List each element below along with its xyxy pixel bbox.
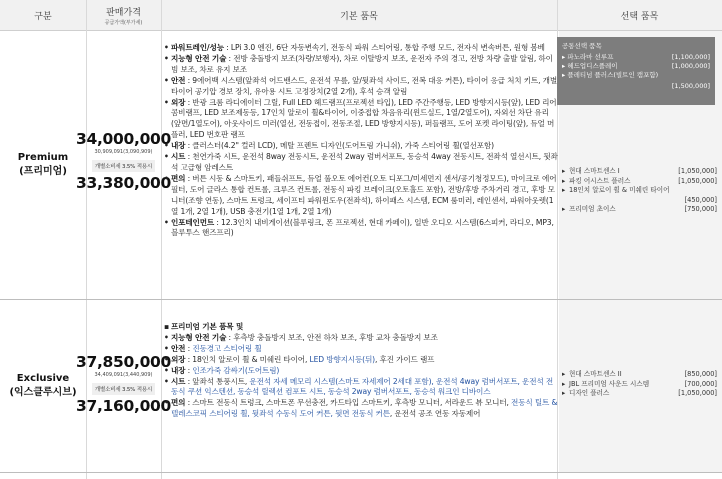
- exclusive-name-en: Exclusive: [16, 373, 70, 384]
- option-item: ▸ JBL 프리미엄 사운드 시스템 [700,000]: [562, 380, 717, 390]
- exclusive-price-breakdown: 34,409,091(3,440,909): [94, 372, 153, 378]
- package-item: ▸ 플레티넘 플러스(빌트인 캠포함): [562, 71, 659, 79]
- exclusive-discounted-price: 37,160,000: [75, 397, 172, 415]
- package-item: ▸ 파노라마 선루프 [1,100,000]: [562, 53, 710, 61]
- exclusive-discount-badge: 개별소비세 3.5% 적용시: [92, 383, 155, 395]
- exclusive-price-block: [75, 353, 172, 415]
- exclusive-trim-name: [0, 300, 86, 472]
- option-item: ▸ 파킹 어시스트 플러스 [1,050,000]: [562, 177, 717, 187]
- header-grade: 구분: [34, 12, 52, 22]
- premium-name-ko: (프리미엄): [19, 166, 67, 177]
- header-options: 선택 품목: [620, 12, 659, 22]
- premium-option-list: [562, 167, 717, 215]
- header-price-sub: 공급가액(부가세): [104, 20, 143, 26]
- premium-price: 34,000,000: [75, 130, 172, 148]
- row-divider: [0, 472, 722, 473]
- common-option-package: [557, 37, 715, 105]
- header-features: 기본 품목: [340, 12, 378, 22]
- exclusive-price: 37,850,000: [75, 353, 172, 371]
- feature-heading: ▪ 프리미엄 기본 품목 및: [163, 322, 558, 333]
- option-item: ▸ 프리미엄 초이스 [750,000]: [562, 205, 717, 215]
- feature-item: • 안전 : 진동경고 스티어링 휠: [163, 344, 558, 355]
- premium-feature-list: [163, 43, 558, 239]
- feature-item: • 인포테인먼트 : 12.3인치 내비게이션(블루링크, 폰 프로젝션, 현대 카페이), 일반 오디오 시스템(6스피커, 라디오, MP3, 블루투스 핸즈프리): [163, 218, 558, 240]
- premium-discounted-price: 33,380,000: [75, 174, 172, 192]
- header-price: [86, 0, 161, 31]
- premium-name-en: Premium: [17, 152, 69, 163]
- exclusive-name-ko: (익스클루시브): [9, 387, 77, 398]
- feature-item: • 파워트레인/성능 : LPi 3.0 엔진, 6단 자동변속기, 전동식 파워 스티어링, 통합 주행 모드, 전자식 변속버튼, 원형 봄베: [163, 43, 558, 54]
- feature-item: • 편의 : 버튼 시동 & 스마트키, 패들쉬프트, 듀얼 풀오토 에어컨(오토 디포그/미세먼지 센서/공기청정모드), 마이크로 에어 필터, 도어 글라스 통합 컨트롤, 크루즈 컨트롤, 전동식 파킹 브레이크(오토홀드 포함), 전방/후방 주차거리 경고, 후방 모니터(조향 연동), 스마트 트렁크, 세이프티 파워윈도우(전좌석), 하이패스 시스템, ECM 룸미러, 레인센서, 파워아웃렛(1열 1개, 2열 1개), USB 충전기(1열 1개, 2열 1개): [163, 174, 558, 218]
- feature-item: • 내장 : 인조가죽 감싸기(도어트림): [163, 366, 558, 377]
- option-item: ▸ 현대 스마트센스 I [1,050,000]: [562, 167, 717, 177]
- option-item: ▸ 디자인 플러스 [1,050,000]: [562, 389, 717, 399]
- premium-price-breakdown: 30,909,091(3,090,909): [94, 149, 153, 155]
- feature-item: • 외장 : 18인치 알로이 휠 & 미쉐린 타이어, LED 방향지시등(뒤), 후진 가이드 램프: [163, 355, 558, 366]
- exclusive-option-list: [562, 370, 717, 399]
- package-title: 공통선택 품목: [562, 42, 602, 50]
- premium-discount-badge: 개별소비세 3.5% 적용시: [92, 160, 155, 172]
- feature-item: • 외장 : 반광 크롬 라디에이터 그릴, Full LED 헤드램프(프로젝션 타입), LED 주간주행등, LED 방향지시등(앞), LED 리어콤비램프, LED 보조제동등, 17인치 알로이 휠&타이어, 이중접합 차음유리(윈드실드, 1열/2열도어), 자외선 차단 유리(앞면/1열도어), 아웃사이드 미러(열선, 전동접이, 전동조절, LED 방향지시등), 퍼들램프, 도어 포켓 라이팅(앞), 듀얼 머플러, LED 번호판 램프: [163, 98, 558, 142]
- option-item: ▸ 18인치 알로이 휠 & 미쉐린 타이어: [562, 186, 717, 196]
- premium-trim-name: [0, 31, 86, 299]
- exclusive-feature-list: [163, 322, 558, 420]
- feature-item: • 시트 : 천연가죽 시트, 운전석 8way 전동시트, 운전석 2way 럼버서포트, 동승석 4way 전동시트, 전좌석 열선시트, 뒷좌석 고급형 암레스트: [163, 152, 558, 174]
- header-price-label: 판매가격: [106, 8, 141, 18]
- premium-price-block: [75, 130, 172, 192]
- package-item: ▸ 헤드업디스플레이 [1,000,000]: [562, 62, 710, 70]
- feature-item: • 지능형 안전 기술 : 후측방 충돌방지 보조, 안전 하차 보조, 후방 교차 충돌방지 보조: [163, 333, 558, 344]
- feature-item: • 지능형 안전 기술 : 전방 충돌방지 보조(차량/보행자), 차로 이탈방지 보조, 운전자 주의 경고, 전방 차량 출발 알림, 하이빔 보조, 차로 유지 보조: [163, 54, 558, 76]
- feature-item: • 편의 : 스마트 전동식 트렁크, 스마트폰 무선충전, 카드타입 스마트키, 후측방 모니터, 서라운드 뷰 모니터, 전동식 틸트 & 텔레스코픽 스티어링 휠, 뒷좌석 수동식 도어 커튼, 뒷면 전동식 커튼, 운전석 공조 연동 자동제어: [163, 398, 558, 420]
- option-item-price: [450,000]: [684, 195, 717, 204]
- feature-item: • 내장 : 클러스터(4.2" 컬러 LCD), 메탈 프렌트 디자인(도어트림 가니쉬), 가죽 스티어링 휠(열선포함): [163, 141, 558, 152]
- package-last-price: [1,500,000]: [671, 82, 710, 90]
- option-item: ▸ 현대 스마트센스 II [850,000]: [562, 370, 717, 380]
- feature-item: • 안전 : 9에어백 시스템(앞좌석 어드밴스드, 운전석 무릎, 앞/뒷좌석 사이드, 전복 대응 커튼), 타이어 응급 처치 키트, 개별 타이어 공기압 경보 장치, 유아용 시트 고정장치(2열 2개), 후석 승객 알림: [163, 76, 558, 98]
- feature-item: • 시트 : 앞좌석 통풍시트, 운전석 자세 메모리 시스템(스마트 자세제어 2세대 포함), 운전석 4way 럼버서포트, 운전석 전동식 쿠션 익스텐션, 동승석 릴렉션 컴포트 시트, 동승석 2way 럼버서포트, 동승석 워크인 디바이스: [163, 377, 558, 399]
